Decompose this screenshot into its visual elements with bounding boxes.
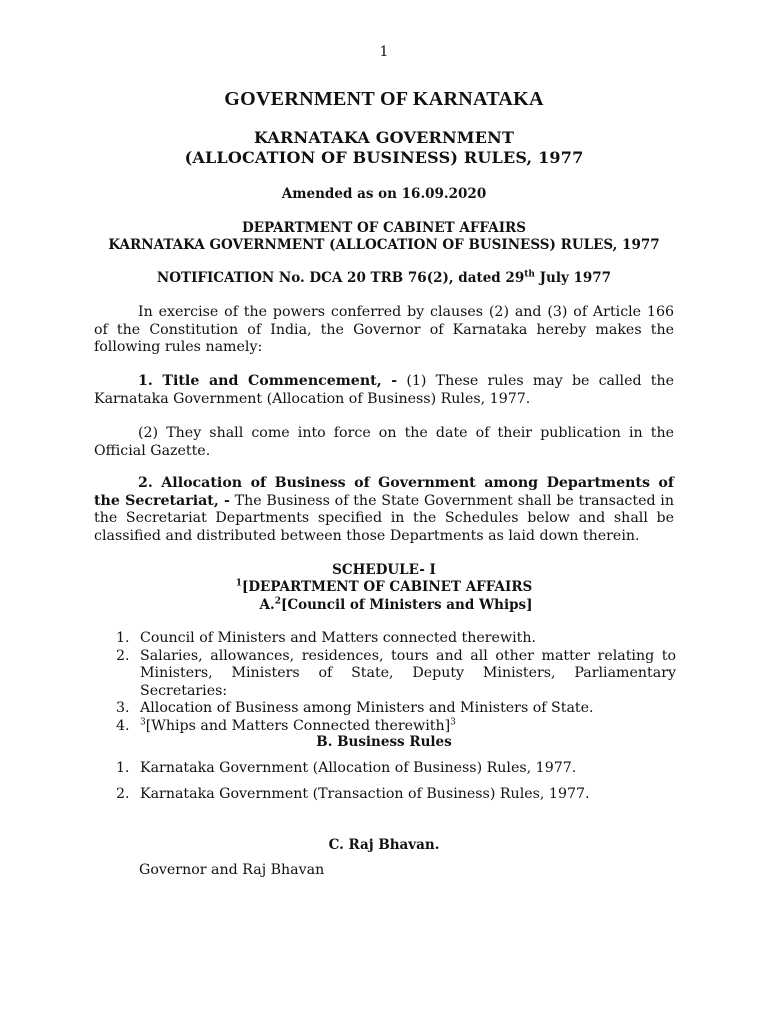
rule-1-2-paragraph xyxy=(94,425,674,460)
footnote-ref-1: 1 xyxy=(235,578,242,589)
document-title: GOVERNMENT OF KARNATAKA xyxy=(224,88,544,110)
list-item-text: Karnataka Government (Transaction of Business) Rules, 1977. xyxy=(140,786,590,802)
rule-1-text: (1) These rules may be called the Karnataka Government (Allocation of Business) Rules, 1977. xyxy=(94,373,674,407)
list-item xyxy=(116,700,676,718)
list-item xyxy=(116,718,676,736)
section-b-list xyxy=(116,760,676,778)
section-c-heading: C. Raj Bhavan. xyxy=(328,837,440,853)
rule-2-text: The Business of the State Government shall be transacted in the Secretariat Departments specified in the Schedules below and shall be classified and distributed between those Departments as laid down therein. xyxy=(94,492,674,544)
section-a-prefix: A. xyxy=(259,597,275,613)
schedule-department xyxy=(0,579,768,595)
rules-title-line1: KARNATAKA GOVERNMENT xyxy=(253,128,515,147)
list-item xyxy=(116,760,676,778)
footnote-ref-3-close: 3 xyxy=(450,716,456,727)
rule-2-heading: 2. Allocation of Business of Government among Departments of the Secretariat, - xyxy=(94,475,674,509)
page-number: 1 xyxy=(379,44,389,60)
intro-text: In exercise of the powers conferred by clauses (2) and (3) of Article 166 of the Constitution of India, the Governor of Karnataka hereby makes the following rules namely: xyxy=(94,304,674,355)
list-item xyxy=(116,630,676,648)
intro-paragraph xyxy=(94,304,674,357)
list-item-text: Allocation of Business among Ministers and Ministers of State. xyxy=(140,700,594,716)
department-heading: DEPARTMENT OF CABINET AFFAIRS xyxy=(242,220,526,236)
section-b-list-2 xyxy=(116,786,676,804)
list-item-number: 4. xyxy=(116,717,130,734)
rule-1-2-text: (2) They shall come into force on the date of their publication in the Official Gazette. xyxy=(94,425,674,459)
notification-suffix: July 1977 xyxy=(534,270,612,286)
list-item-text: Council of Ministers and Matters connected therewith. xyxy=(140,630,536,646)
rules-title-line2: (ALLOCATION OF BUSINESS) RULES, 1977 xyxy=(184,148,584,167)
notification-prefix: NOTIFICATION No. DCA 20 TRB 76(2), dated 29 xyxy=(156,270,525,286)
footnote-ref-2: 2 xyxy=(274,596,281,607)
section-a-heading xyxy=(0,597,768,613)
notification-sup: th xyxy=(524,269,535,280)
rule-1-heading: 1. Title and Commencement, - xyxy=(138,373,398,389)
rule-2-paragraph xyxy=(94,475,674,545)
schedule-title: SCHEDULE- I xyxy=(332,562,436,578)
schedule-department-text: [DEPARTMENT OF CABINET AFFAIRS xyxy=(241,579,533,595)
amended-date: Amended as on 16.09.2020 xyxy=(281,186,487,202)
list-item-number: 3. xyxy=(116,700,130,716)
section-b-heading: B. Business Rules xyxy=(316,734,452,750)
list-item-text: Karnataka Government (Allocation of Business) Rules, 1977. xyxy=(140,760,577,776)
list-item-number: 1. xyxy=(116,760,130,776)
list-item-text: [Whips and Matters Connected therewith] xyxy=(145,717,451,734)
notification-line xyxy=(0,270,768,286)
section-a-text: [Council of Ministers and Whips] xyxy=(280,597,533,613)
list-item-number: 2. xyxy=(116,647,130,664)
section-c-item: Governor and Raj Bhavan xyxy=(139,862,325,878)
list-item-number: 1. xyxy=(116,630,130,646)
list-item xyxy=(116,786,676,804)
section-a-list xyxy=(116,630,676,735)
rule-1-paragraph xyxy=(94,373,674,408)
list-item-number: 2. xyxy=(116,786,130,802)
rules-subheading: KARNATAKA GOVERNMENT (ALLOCATION OF BUSINESS) RULES, 1977 xyxy=(108,237,660,253)
list-item-text: Salaries, allowances, residences, tours and all other matter relating to Ministers, Ministers of State, Deputy Ministers, Parliamentary Secretaries: xyxy=(140,647,676,699)
footnote-ref-3: 3 xyxy=(140,716,146,727)
list-item xyxy=(116,648,676,701)
